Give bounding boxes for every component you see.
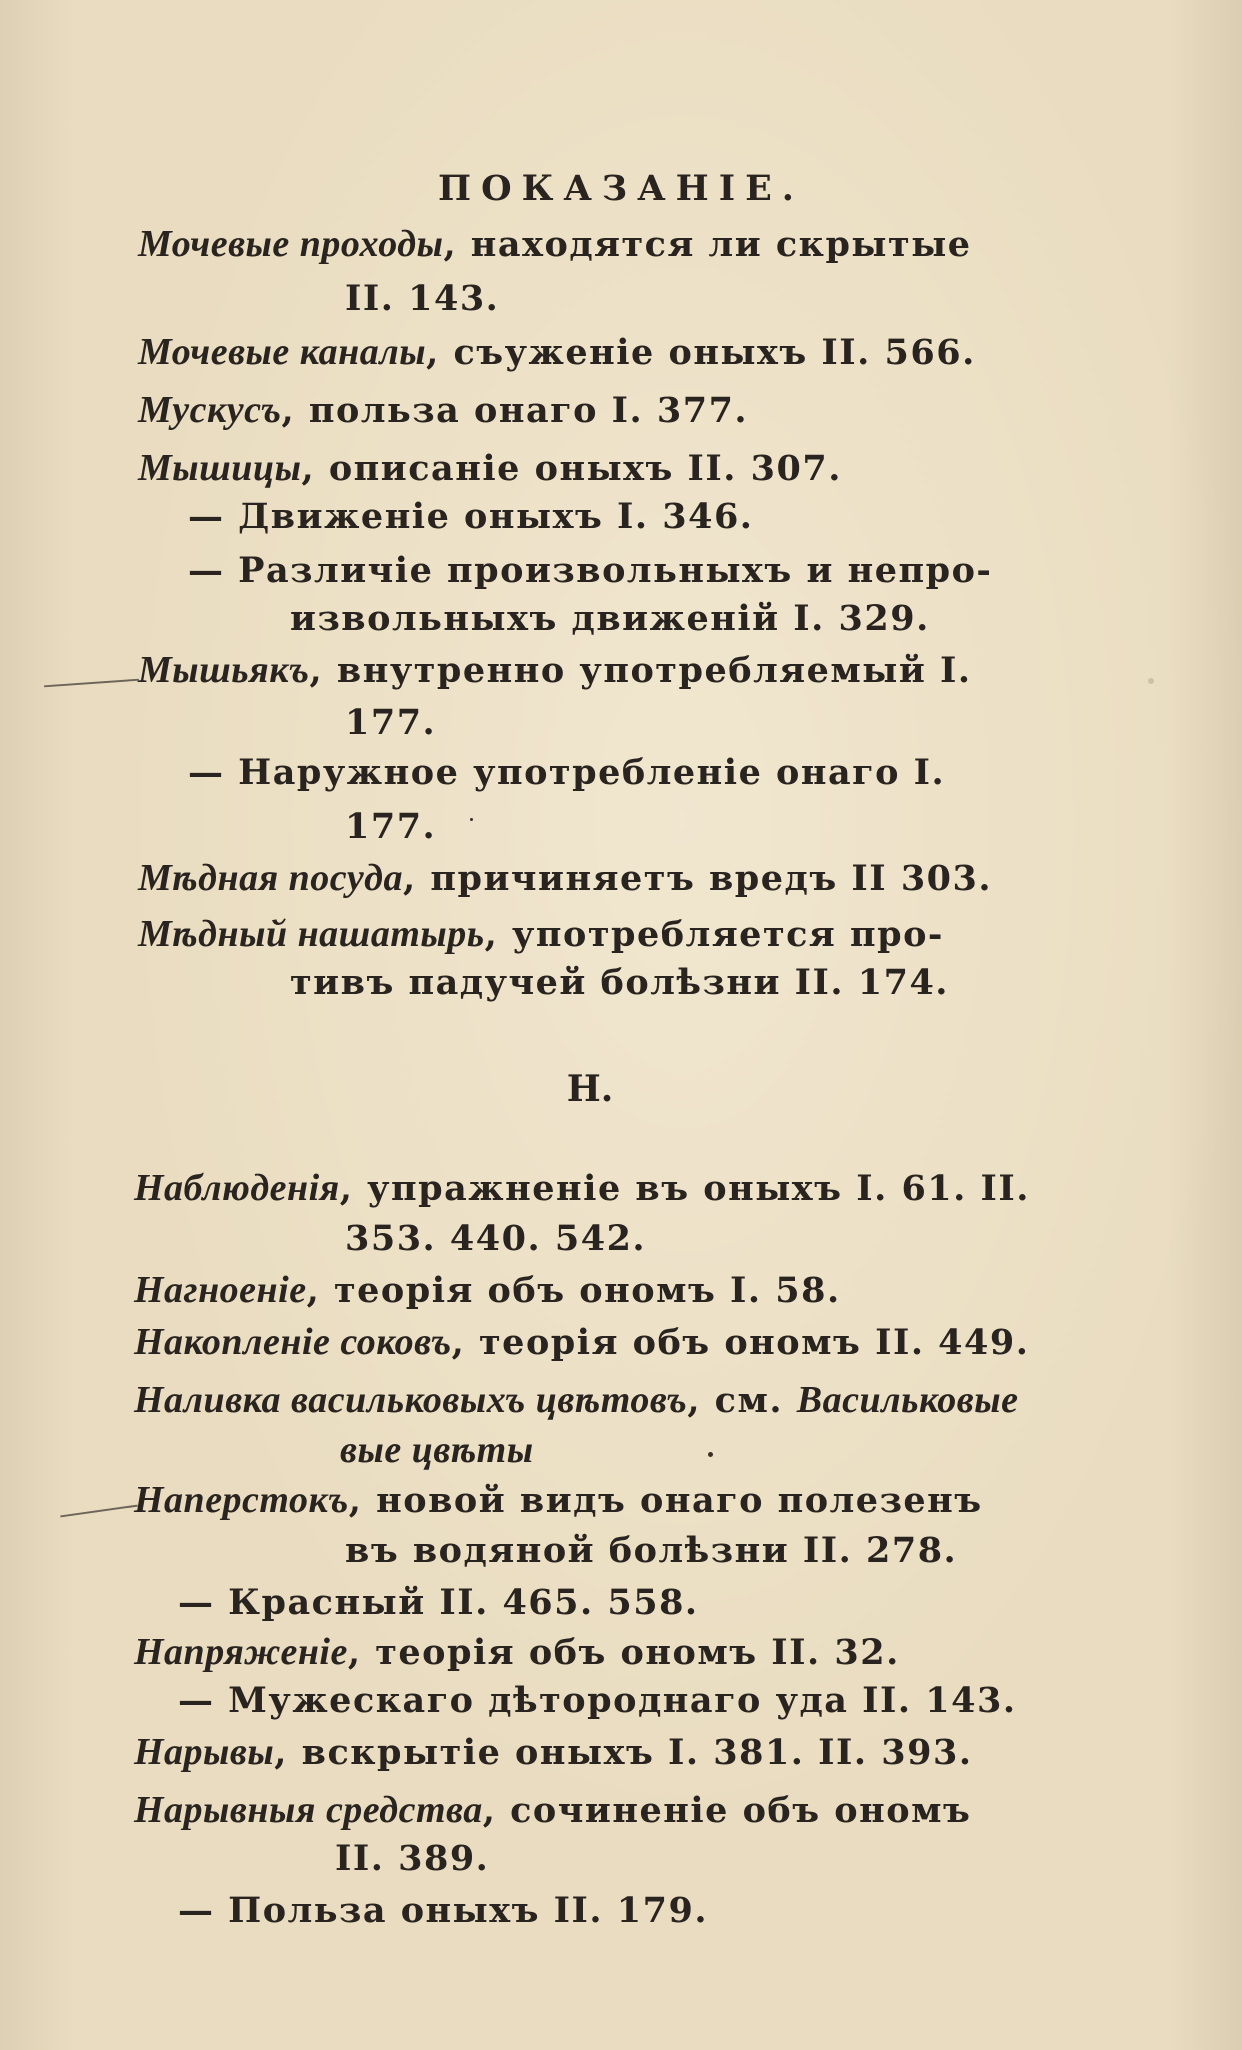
index-term: Мышицы [138,447,302,489]
index-continuation: II. 389. [335,1838,490,1879]
index-term: Нарывы [134,1731,275,1773]
page-heading: ПОКАЗАНІЕ. [438,168,804,209]
index-text: , употребляется про- [484,914,944,955]
index-text: , внутренно употребляемый I. [309,650,972,691]
index-entry [138,912,944,956]
index-term: Накопленіе соковъ [134,1321,452,1363]
index-text: , упражненіе въ оныхъ I. 61. II. [339,1168,1030,1209]
index-entry [134,1378,1019,1422]
index-text: , описаніе оныхъ II. 307. [301,448,842,489]
index-entry [138,222,972,266]
index-text: , см. [687,1380,797,1421]
index-term: вые цвѣты [340,1429,534,1471]
index-term: Мышьякъ [138,649,310,691]
index-subentry: — Польза оныхъ II. 179. [178,1890,709,1931]
index-text: , находятся ли скрытые [443,224,972,265]
index-continuation: въ водяной болѣзни II. 278. [345,1530,958,1571]
index-entry [138,856,992,900]
index-text: , вскрытіе оныхъ I. 381. II. 393. [274,1732,973,1773]
index-continuation [340,1428,534,1472]
index-continuation: 177. [345,806,437,847]
index-term: Мускусъ [138,389,282,431]
ink-speck [470,818,473,821]
index-text: , новой видъ онаго полезенъ [348,1480,983,1521]
index-term: Мочевые каналы [138,331,427,373]
index-continuation: извольныхъ движеній I. 329. [290,598,930,639]
index-subentry: — Движеніе оныхъ I. 346. [188,496,754,537]
index-term: Мѣдная посуда [138,857,404,899]
index-entry [134,1730,973,1774]
index-entry [138,648,972,692]
index-entry [134,1788,971,1832]
index-subentry: — Наружное употребленіе онаго I. [188,752,946,793]
index-entry [134,1478,983,1522]
index-text: , теорія объ ономъ II. 32. [347,1632,900,1673]
margin-pencil-mark [44,679,139,688]
index-entry [134,1630,900,1674]
index-subentry: — Мужескаго дѣтороднаго уда II. 143. [178,1680,1017,1721]
index-subentry: — Красный II. 465. 558. [178,1582,699,1623]
index-term: Наперстокъ [134,1479,349,1521]
index-continuation: тивъ падучей болѣзни II. 174. [290,962,949,1003]
index-crossref: Васильковые [796,1379,1019,1421]
index-continuation: II. 143. [345,278,500,319]
index-term: Наливка васильковыхъ цвѣтовъ [134,1379,688,1421]
index-entry [138,330,976,374]
index-text: , теорія объ ономъ II. 449. [451,1322,1030,1363]
index-text: , сочиненіе объ ономъ [482,1790,972,1831]
index-term: Наблюденія [134,1167,340,1209]
ink-speck [708,1452,713,1457]
index-text: , причиняетъ вредъ II 303. [403,858,993,899]
index-subentry: — Различіе произвольныхъ и непро- [188,550,993,591]
index-text: , польза онаго I. 377. [281,390,749,431]
index-text: , съуженіе оныхъ II. 566. [426,332,976,373]
index-text: , теорія объ ономъ I. 58. [306,1270,841,1311]
paper-speck [1148,678,1154,684]
index-term: Нагноеніе [134,1269,307,1311]
index-entry [134,1268,841,1312]
index-continuation: 177. [345,702,437,743]
index-term: Напряженіе [134,1631,348,1673]
index-continuation: 353. 440. 542. [345,1218,647,1259]
section-letter: Н. [566,1068,614,1110]
index-term: Мочевые проходы [138,223,444,265]
index-term: Мѣдный нашатырь [138,913,485,955]
index-entry [138,446,842,490]
index-term: Нарывныя средства [134,1789,483,1831]
index-entry [138,388,748,432]
index-entry [134,1166,1030,1210]
margin-pencil-mark [60,1505,138,1518]
index-entry [134,1320,1029,1364]
